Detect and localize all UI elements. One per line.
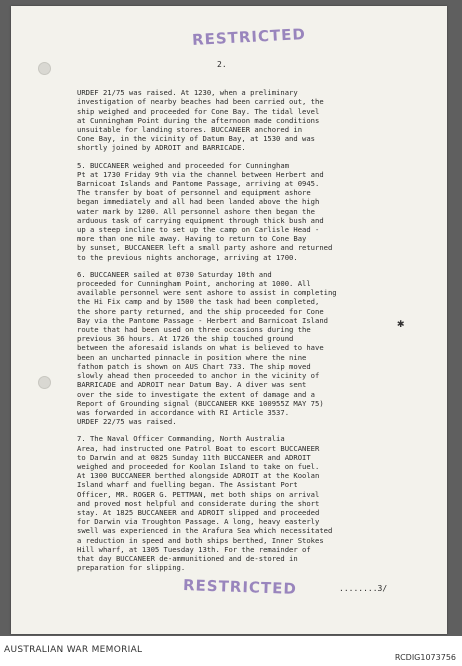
paragraph-text: URDEF 21/75 was raised. At 1230, when a preliminary investigation of nearby beaches had been carried out, the ship weighed and proceeded for Cone Bay. The tidal level at Cunningham Point during the afternoon made conditions unsuitable for landing stores. BUCCANEER anchored in Cone Bay, in the vicinity of Datum Bay, at 1530 and was shortly joined by ADROIT and BARRICADE. — [77, 88, 324, 153]
paragraph-number: 5. — [77, 160, 86, 170]
punch-hole-bottom — [38, 376, 51, 389]
paragraph-number: 7. — [77, 434, 86, 444]
paragraph-7 — [77, 434, 407, 572]
paragraph-4-continued — [77, 79, 407, 153]
paragraph-text: The Naval Officer Commanding, North Australia Area, had instructed one Patrol Boat to escort BUCCANEER to Darwin and at 0825 Sunday 11th BUCCANEER and ADROIT weighed and proceeded for Koolan Island to take on fuel. At 1300 BUCCANEER berthed alongside ADROIT at the Koolan Island wharf and fuelling began. The Assistant Port Officer, MR. ROGER G. PETTMAN, met both ships on arrival and proved most helpful and considerate during the short stay. At 1825 BUCCANEER and ADROIT slipped and proceeded for Darwin via Troughton Passage. A long, heavy easterly swell was experienced in the Arafura Sea which necessitated a reduction in speed and both ships berthed, Inner Stokes Hill wharf, at 1305 Tuesday 13th. For the remainder of that day BUCCANEER de-ammunitioned and de-stored in preparation for slipping. — [77, 434, 333, 573]
paragraph-text: BUCCANEER weighed and proceeded for Cunningham Pt at 1730 Friday 9th via the channel between Herbert and Barnicoat Islands and Pantome Passage, arriving at 0945. The transfer by boat of personnel and equipment ashore began immediately and all had been landed above the high water mark by 1200. All personnel ashore then began the arduous task of carrying equipment through thick bush and up a steep incline to set up the camp on Carlisle Head - more than one mile away. Having to return to Cone Bay by sunset, BUCCANEER left a small party ashore and returned to the previous nights anchorage, arriving at 1700. — [77, 160, 333, 262]
archive-footer — [0, 636, 462, 666]
punch-hole-top — [38, 62, 51, 75]
paragraph-6 — [77, 270, 407, 426]
page-number: 2. — [217, 60, 227, 69]
paragraph-number: 6. — [77, 269, 86, 279]
margin-annotation-mark: ✱ — [397, 316, 405, 330]
archive-name: AUSTRALIAN WAR MEMORIAL — [4, 645, 143, 655]
restricted-stamp-bottom: RESTRICTED — [182, 576, 298, 598]
document-body — [77, 79, 407, 580]
archive-reference-id: RCDIG1073756 — [394, 653, 456, 662]
restricted-stamp-top: RESTRICTED — [191, 25, 307, 49]
continuation-marker: ........3/ — [339, 584, 388, 593]
paragraph-5 — [77, 161, 407, 262]
paragraph-text: BUCCANEER sailed at 0730 Saturday 10th and proceeded for Cunningham Point, anchoring at 1000. All available personnel were sent ashore to assist in completing the Hi Fix camp and by 1500 the task had been completed, the shore party returned, and the ship proceeded for Cone Bay via the Pantome Passage - Herbert and Barnicoat Island route that had been used on three occasions during the previous 36 hours. At 1726 the ship touched ground between the aforesaid islands on what is believed to have been an uncharted pinnacle in position where the nine fathom patch is shown on AUS Chart 733. The ship moved slowly ahead then proceeded to anchor in the vicinity of BARRICADE and ADROIT near Datum Bay. A diver was sent over the side to investigate the extent of damage and a Report of Grounding signal (BUCCANEER KKE 100955Z MAY 75) was forwarded in accordance with RI Article 3537. URDEF 22/75 was raised. — [77, 269, 337, 427]
